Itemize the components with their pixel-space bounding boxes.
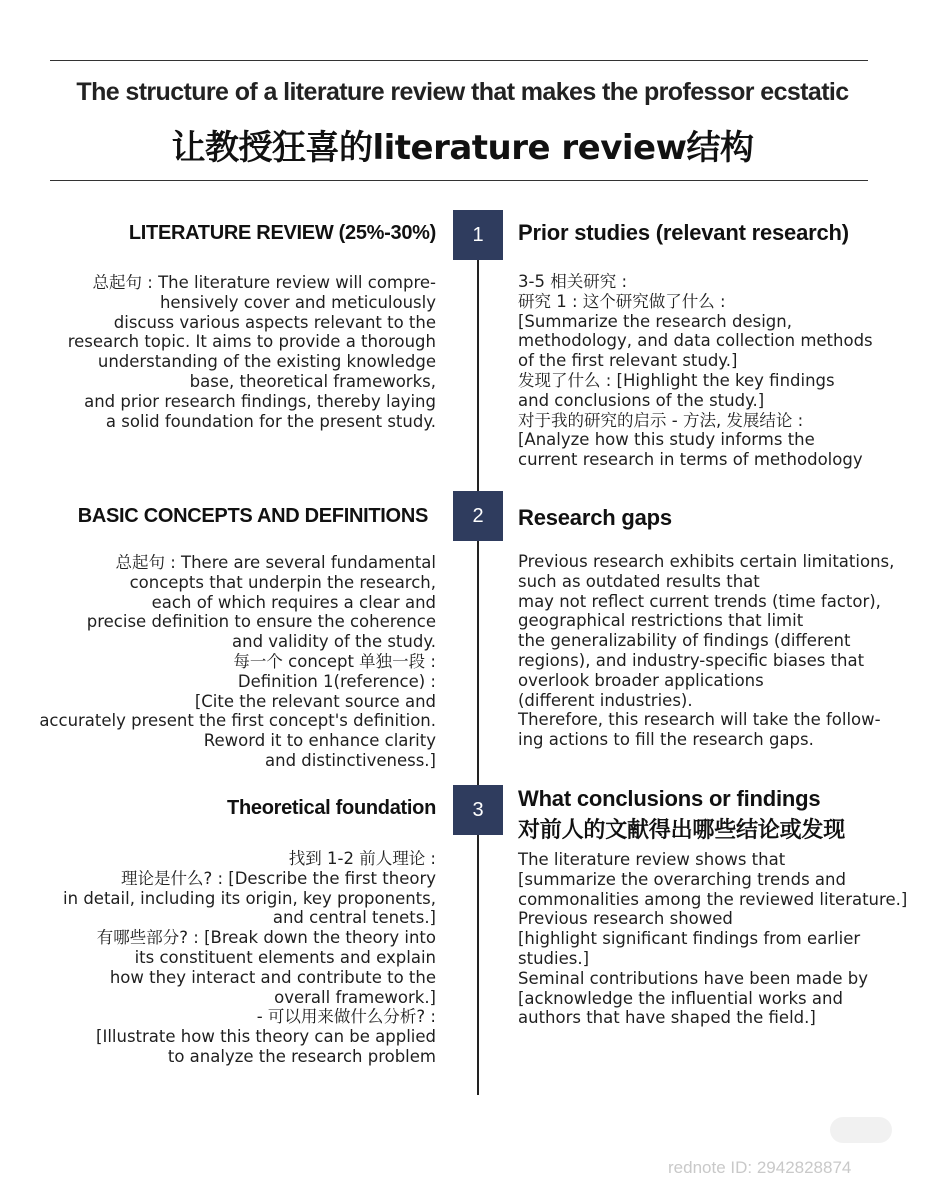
text-line: 有哪些部分? : [Break down the theory into xyxy=(96,928,436,948)
text-line: ing actions to fill the research gaps. xyxy=(518,730,814,750)
text-line: Therefore, this research will take the follow- xyxy=(518,710,881,730)
step-badge-3: 3 xyxy=(453,785,503,835)
text-line: overlook broader applications xyxy=(518,670,764,690)
watermark-stamp-icon xyxy=(830,1117,892,1143)
text-line: methodology, and data collection methods xyxy=(518,331,873,351)
text-line: and validity of the study. xyxy=(232,632,436,652)
text-line: [Illustrate how this theory can be applied xyxy=(96,1027,436,1047)
text-line: each of which requires a clear and xyxy=(151,592,436,612)
text-line: - 可以用来做什么分析? : xyxy=(256,1007,436,1027)
step-badge-2: 2 xyxy=(453,491,503,541)
text-line: how they interact and contribute to the xyxy=(109,967,436,987)
title-bottom-rule xyxy=(50,180,868,181)
section-2-right-body xyxy=(518,552,918,750)
text-line: [acknowledge the influential works and xyxy=(518,988,843,1008)
text-line: understanding of the existing knowledge xyxy=(97,352,436,372)
text-line: [summarize the overarching trends and xyxy=(518,869,846,889)
text-line: precise definition to ensure the coherence xyxy=(86,612,436,632)
text-line: research topic. It aims to provide a thorough xyxy=(67,332,436,352)
text-line: 每一个 concept 单独一段 : xyxy=(233,651,436,671)
text-line: concepts that underpin the research, xyxy=(129,572,436,592)
text-line: such as outdated results that xyxy=(518,571,760,591)
text-line: Seminal contributions have been made by xyxy=(518,968,869,988)
text-line: Previous research showed xyxy=(518,909,733,929)
title-chinese: 让教授狂喜的literature review结构 xyxy=(171,128,754,168)
text-line: to analyze the research problem xyxy=(167,1046,436,1066)
text-line: Definition 1(reference) : xyxy=(237,671,436,691)
text-line: commonalities among the reviewed literature.] xyxy=(518,889,908,909)
section-2-right-heading: Research gaps xyxy=(518,505,672,530)
text-line: overall framework.] xyxy=(274,987,436,1007)
text-line: 3-5 相关研究 : xyxy=(518,272,627,291)
text-line: 对于我的研究的启示 - 方法, 发展结论 : xyxy=(518,410,804,430)
section-3-right-heading-chinese: 对前人的文献得出哪些结论或发现 xyxy=(518,817,846,842)
text-line: [Analyze how this study informs the xyxy=(518,430,815,450)
text-line: 总起句 : The literature review will compre- xyxy=(92,273,436,292)
text-line: 研究 1 : 这个研究做了什么 : xyxy=(518,291,726,311)
text-line: 总起句 : There are several fundamental xyxy=(115,553,436,572)
text-line: and distinctiveness.] xyxy=(265,750,436,770)
top-rule xyxy=(50,60,868,61)
text-line: the generalizability of findings (different xyxy=(518,631,851,651)
section-3-right-body xyxy=(518,850,918,1028)
section-1-right-heading: Prior studies (relevant research) xyxy=(518,220,849,245)
text-line: [highlight significant findings from earlier xyxy=(518,929,861,949)
title-english: The structure of a literature review that makes the professor ecstatic xyxy=(76,78,849,106)
text-line: regions), and industry-specific biases that xyxy=(518,650,865,670)
text-line: and prior research findings, thereby laying xyxy=(84,391,436,411)
text-line: Reword it to enhance clarity xyxy=(203,731,436,751)
section-3-left-body xyxy=(63,849,436,1067)
text-line: geographical restrictions that limit xyxy=(518,611,804,631)
text-line: and conclusions of the study.] xyxy=(518,390,765,410)
text-line: [Cite the relevant source and xyxy=(194,691,436,711)
section-1-right-body xyxy=(518,272,918,470)
text-line: 找到 1-2 前人理论 : xyxy=(288,849,436,868)
timeline-line xyxy=(477,210,479,1095)
section-2-left-body xyxy=(39,553,436,771)
text-line: 发现了什么 : [Highlight the key findings xyxy=(518,370,835,390)
text-line: accurately present the first concept's definition. xyxy=(39,711,436,731)
text-line: current research in terms of methodology xyxy=(518,450,863,470)
text-line: its constituent elements and explain xyxy=(134,947,436,967)
text-line: [Summarize the research design, xyxy=(518,311,792,331)
section-3-right-heading: What conclusions or findings xyxy=(518,786,821,811)
text-line: a solid foundation for the present study. xyxy=(105,411,436,431)
text-line: discuss various aspects relevant to the xyxy=(113,312,436,332)
text-line: authors that have shaped the field.] xyxy=(518,1008,816,1028)
section-3-left-heading: Theoretical foundation xyxy=(227,797,436,819)
text-line: of the first relevant study.] xyxy=(518,351,738,371)
text-line: studies.] xyxy=(518,948,590,968)
text-line: (different industries). xyxy=(518,690,693,710)
text-line: hensively cover and meticulously xyxy=(159,292,436,312)
text-line: may not reflect current trends (time factor), xyxy=(518,591,881,611)
text-line: and central tenets.] xyxy=(272,908,436,928)
section-2-left-heading: BASIC CONCEPTS AND DEFINITIONS xyxy=(77,505,428,527)
text-line: 理论是什么? : [Describe the first theory xyxy=(120,868,436,888)
watermark: rednote ID: 2942828874 xyxy=(668,1158,852,1177)
section-1-left-heading: LITERATURE REVIEW (25%-30%) xyxy=(128,222,436,244)
text-line: base, theoretical frameworks, xyxy=(189,371,436,391)
text-line: in detail, including its origin, key proponents, xyxy=(63,888,436,908)
section-1-left-body xyxy=(68,273,436,431)
text-line: The literature review shows that xyxy=(518,850,786,869)
step-badge-1: 1 xyxy=(453,210,503,260)
text-line: Previous research exhibits certain limitations, xyxy=(518,552,895,571)
